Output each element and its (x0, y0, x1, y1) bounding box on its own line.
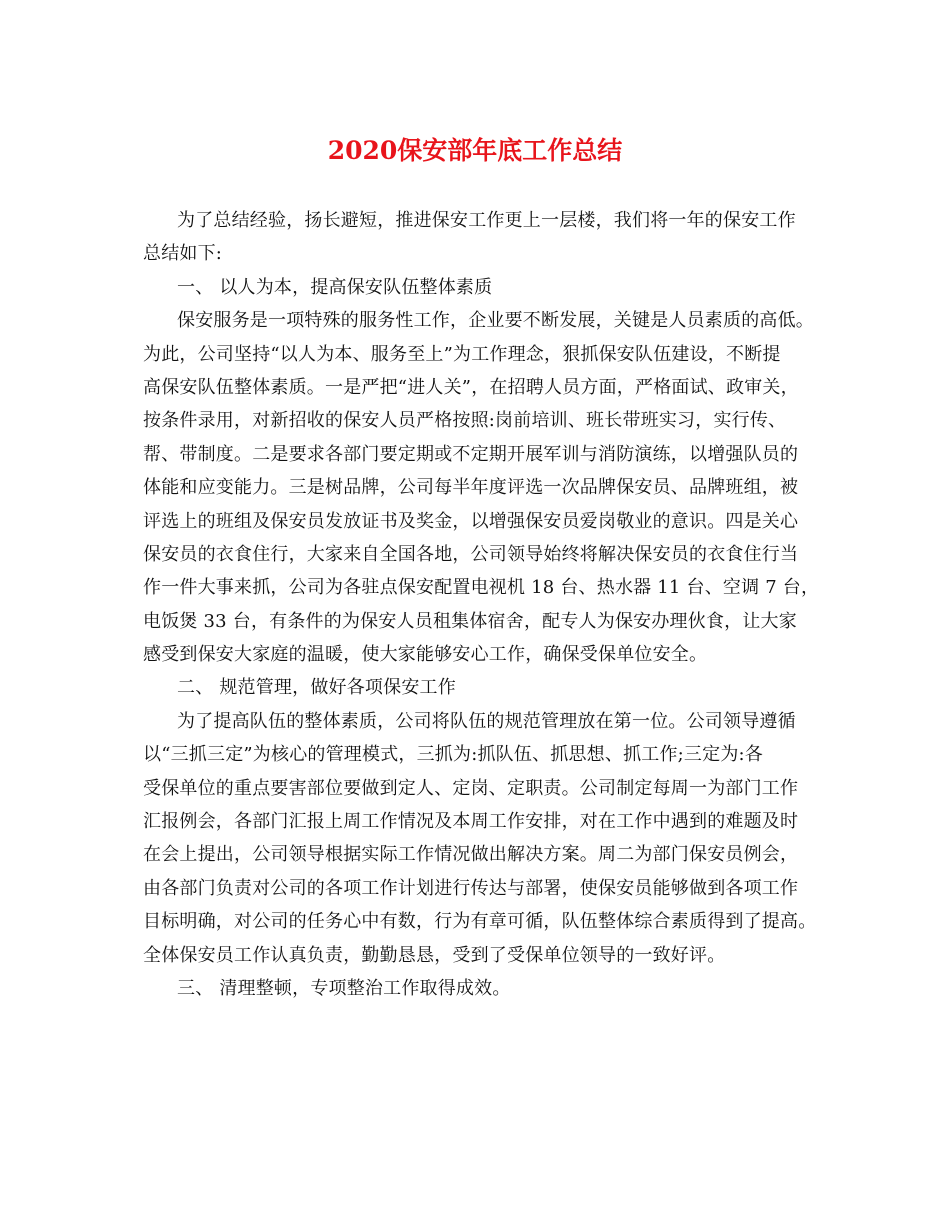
body-line: 感受到保安大家庭的温暖，使大家能够安心工作，确保受保单位安全。 (143, 644, 708, 666)
body-line: 受保单位的重点要害部位要做到定人、定岗、定职责。公司制定每周一为部门工作 (143, 777, 799, 799)
body-line: 目标明确，对公司的任务心中有数，行为有章可循，队伍整体综合素质得到了提高。 (143, 911, 817, 933)
document-body (143, 204, 833, 1005)
body-line: 电饭煲 33 台，有条件的为保安人员租集体宿舍，配专人为保安办理伙食，让大家 (143, 610, 797, 632)
body-line: 汇报例会，各部门汇报上周工作情况及本周工作安排，对在工作中遇到的难题及时 (143, 811, 799, 833)
body-line: 由各部门负责对公司的各项工作计划进行传达与部署，使保安员能够做到各项工作 (143, 877, 799, 899)
document-title: 2020保安部年底工作总结 (327, 136, 623, 165)
body-line: 为了总结经验，扬长避短，推进保安工作更上一层楼，我们将一年的保安工作 (177, 210, 796, 231)
body-line: 总结如下: (143, 243, 223, 265)
body-line: 保安员的衣食住行，大家来自全国各地，公司领导始终将解决保安员的衣食住行当 (143, 543, 799, 565)
body-line: 在会上提出，公司领导根据实际工作情况做出解决方案。周二为部门保安员例会， (143, 844, 799, 866)
body-line: 高保安队伍整体素质。一是严把“进人关”，在招聘人员方面，严格面试、政审关， (143, 376, 799, 398)
body-line: 保安服务是一项特殊的服务性工作，企业要不断发展，关键是人员素质的高低。 (177, 310, 814, 332)
body-line: 评选上的班组及保安员发放证书及奖金，以增强保安员爱岗敬业的意识。四是关心 (143, 510, 799, 532)
body-line: 为此，公司坚持“以人为本、服务至上”为工作理念，狠抓保安队伍建设，不断提 (143, 343, 781, 365)
body-line: 一、 以人为本，提高保安队伍整体素质 (177, 276, 493, 298)
body-line: 体能和应变能力。三是树品牌，公司每半年度评选一次品牌保安员、品牌班组，被 (143, 477, 799, 499)
body-line: 帮、带制度。二是要求各部门要定期或不定期开展军训与消防演练，以增强队员的 (143, 443, 799, 465)
body-line: 按条件录用，对新招收的保安人员严格按照:岗前培训、班长带班实习，实行传、 (143, 410, 787, 432)
body-line: 为了提高队伍的整体素质，公司将队伍的规范管理放在第一位。公司领导遵循 (177, 710, 796, 732)
body-line: 全体保安员工作认真负责，勤勤恳恳，受到了受保单位领导的一致好评。 (143, 944, 726, 966)
body-line: 作一件大事来抓，公司为各驻点保安配置电视机 18 台、热水器 11 台、空调 7 台， (143, 577, 820, 599)
body-line: 以“三抓三定”为核心的管理模式，三抓为:抓队伍、抓思想、抓工作;三定为:各 (143, 744, 763, 766)
body-line: 二、 规范管理，做好各项保安工作 (177, 677, 456, 699)
body-line: 三、 清理整顿，专项整治工作取得成效。 (177, 977, 511, 999)
